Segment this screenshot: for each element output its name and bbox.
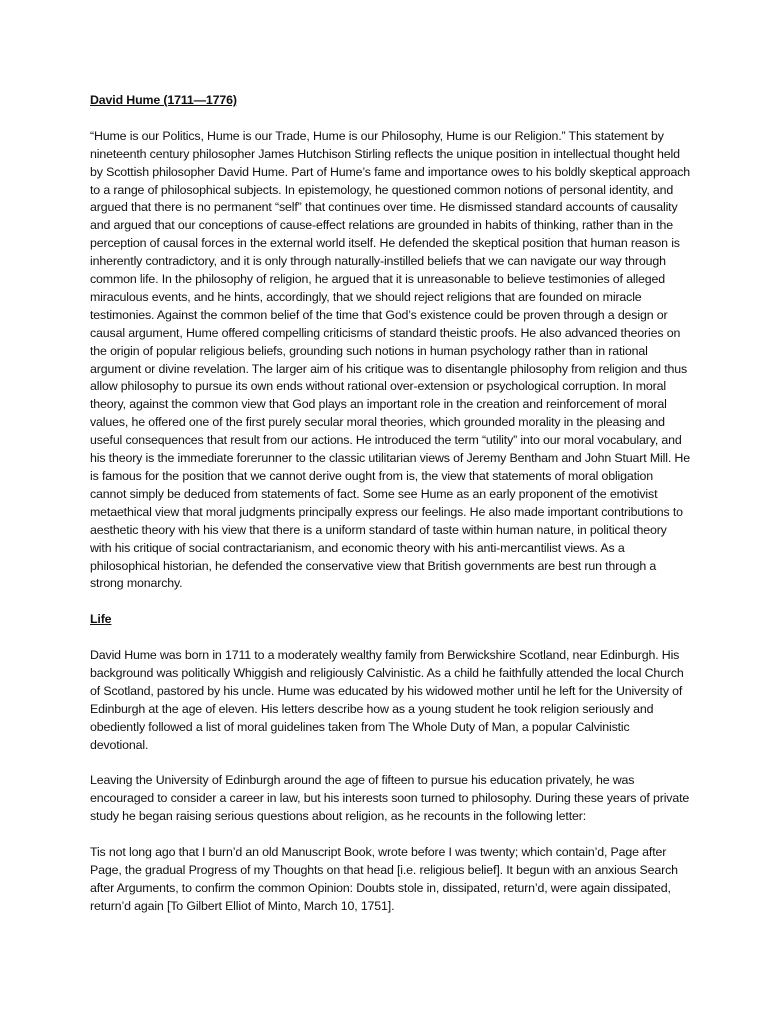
life-quote: Tis not long ago that I burn’d an old Manuscript Book, wrote before I was twenty; which contain’d, Page after Page, the gradual Progress of my Thoughts on that head [i.e. religious belief]. It begun with an anxious Search after Arguments, to confirm the common Opinion: Doubts stole in, dissipated, return’d, were again dissipated, return’d again [To Gilbert Elliot of Minto, March 10, 1751]. — [90, 844, 678, 913]
life-heading: Life — [90, 612, 112, 627]
document-page — [90, 92, 690, 916]
life-paragraph-1: David Hume was born in 1711 to a moderately wealthy family from Berwickshire Scotland, near Edinburgh. His background was politically Whiggish and religiously Calvinistic. As a child he faithfully attended the local Church of Scotland, pastored by his uncle. Hume was educated by his widowed mother until he left for the University of Edinburgh at the age of eleven. His letters describe how as a young student he took religion seriously and obediently followed a list of moral guidelines taken from The Whole Duty of Man, a popular Calvinistic devotional. — [90, 648, 684, 752]
spacer — [90, 826, 690, 844]
document-title: David Hume (1711—1776) — [90, 93, 237, 107]
spacer — [90, 629, 690, 647]
spacer — [90, 110, 690, 128]
life-paragraph-2: Leaving the University of Edinburgh around the age of fifteen to pursue his education privately, he was encouraged to consider a career in law, but his interests soon turned to philosophy. During these years of private study he began raising serious questions about religion, as he recounts in the following letter: — [90, 773, 690, 824]
intro-paragraph: “Hume is our Politics, Hume is our Trade, Hume is our Philosophy, Hume is our Religion.” This statement by nineteenth century philosopher James Hutchison Stirling reflects the unique position in intellectual thought held by Scottish philosopher David Hume. Part of Hume’s fame and importance owes to his boldly skeptical approach to a range of philosophical subjects. In epistemology, he questioned common notions of personal identity, and argued that there is no permanent “self” that continues over time. He dismissed standard accounts of causality and argued that our conceptions of cause-effect relations are grounded in habits of thinking, rather than in the perception of causal forces in the external world itself. He defended the skeptical position that human reason is inherently contradictory, and it is only through naturally-instilled beliefs that we can navigate our way through common life. In the philosophy of religion, he argued that it is unreasonable to believe testimonies of alleged miraculous events, and he hints, accordingly, that we should reject religions that are founded on miracle testimonies. Against the common belief of the time that God’s existence could be proven through a design or causal argument, Hume offered compelling criticisms of standard theistic proofs. He also advanced theories on the origin of popular religious beliefs, grounding such notions in human psychology rather than in rational argument or divine revelation. The larger aim of his critique was to disentangle philosophy from religion and thus allow philosophy to pursue its own ends without rational over-extension or psychological corruption. In moral theory, against the common view that God plays an important role in the creation and reinforcement of moral values, he offered one of the first purely secular moral theories, which grounded morality in the pleasing and useful consequences that result from our actions. He introduced the term “utility” into our moral vocabulary, and his theory is the immediate forerunner to the classic utilitarian views of Jeremy Bentham and John Stuart Mill. He is famous for the position that we cannot derive ought from is, the view that statements of moral obligation cannot simply be deduced from statements of fact. Some see Hume as an early proponent of the emotivist metaethical view that moral judgments principally express our feelings. He also made important contributions to aesthetic theory with his view that there is a uniform standard of taste within human nature, in political theory with his critique of social contractarianism, and economic theory with his anti-mercantilist views. As a philosophical historian, he defended the conservative view that British governments are best run through a strong monarchy. — [90, 128, 690, 591]
spacer — [90, 754, 690, 772]
spacer — [90, 593, 690, 611]
